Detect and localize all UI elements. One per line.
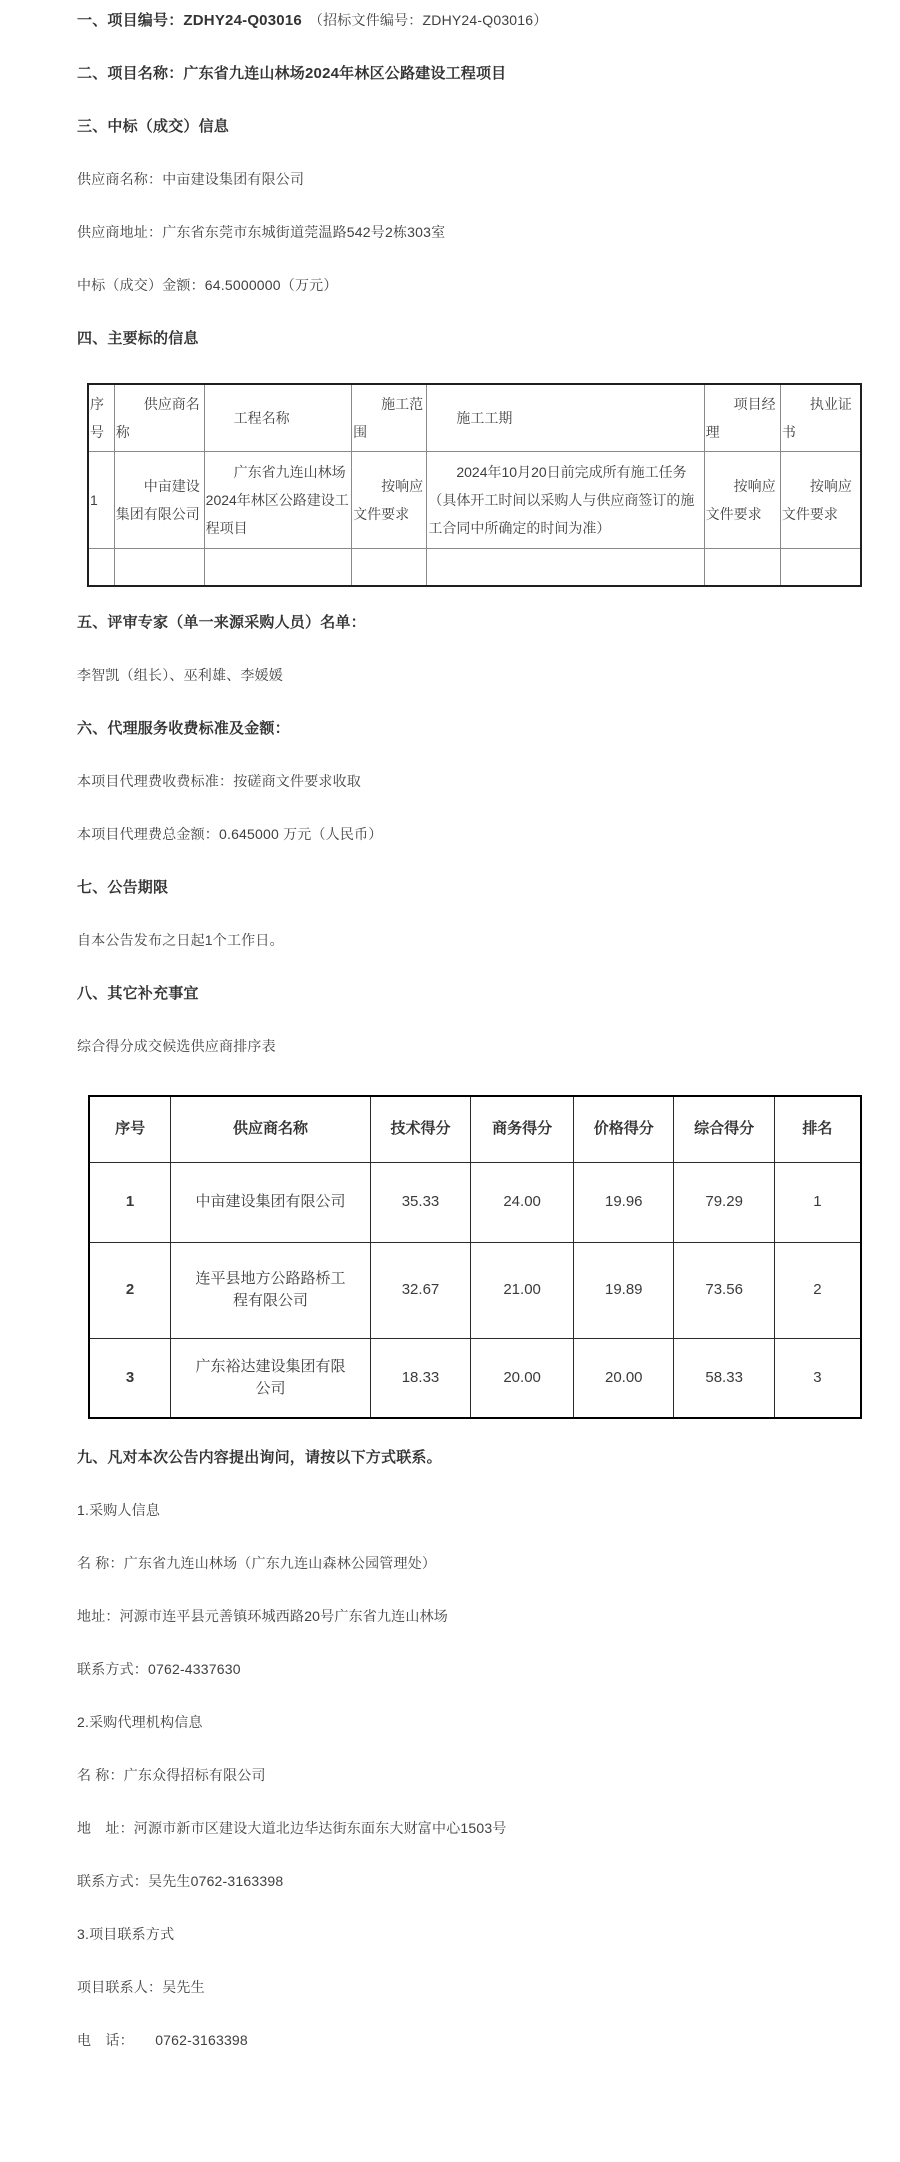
section-supplementary: 八、其它补充事宜	[77, 985, 199, 1002]
data-cell-certificate: 按响应文件要求	[780, 451, 861, 548]
business-score-cell: 24.00	[471, 1162, 574, 1242]
header-cell: 供应商名称	[114, 384, 204, 451]
table-row	[88, 451, 861, 548]
rank-seq-cell: 3	[89, 1338, 171, 1418]
agency-name: 名 称：广东众得招标有限公司	[77, 1767, 266, 1783]
price-score-cell: 19.89	[574, 1242, 674, 1338]
empty-cell	[352, 548, 427, 586]
tech-score-cell: 32.67	[370, 1242, 470, 1338]
agency-fee-total: 本项目代理费总金额：0.645000 万元（人民币）	[77, 826, 383, 842]
tech-score-cell: 35.33	[370, 1162, 470, 1242]
notice-period-text: 自本公告发布之日起1个工作日。	[77, 932, 284, 948]
section-main-subject-info: 四、主要标的信息	[77, 330, 199, 347]
header-cell: 施工范围	[352, 384, 427, 451]
rank-cell: 2	[774, 1242, 861, 1338]
header-cell: 项目经理	[704, 384, 780, 451]
supplier-cell: 中亩建设集团有限公司	[171, 1162, 371, 1242]
header-cell: 工程名称	[204, 384, 351, 451]
purchaser-contact: 联系方式：0762-4337630	[77, 1661, 241, 1677]
table-header-row	[88, 384, 861, 451]
purchaser-address: 地址：河源市连平县元善镇环城西路20号广东省九连山林场	[77, 1608, 448, 1624]
section-project-number	[77, 12, 862, 29]
purchaser-heading: 1.采购人信息	[77, 1502, 161, 1518]
supplier-cell: 连平县地方公路路桥工程有限公司	[171, 1242, 371, 1338]
rank-seq-cell: 1	[89, 1162, 171, 1242]
section-project-name: 二、项目名称：广东省九连山林场2024年林区公路建设工程项目	[77, 65, 507, 82]
project-contact-phone: 电 话： 0762-3163398	[77, 2032, 248, 2048]
data-cell-period: 2024年10月20日前完成所有施工任务（具体开工时间以采购人与供应商签订的施工合同中所确定的时间为准）	[427, 451, 704, 548]
agency-contact: 联系方式：吴先生0762-3163398	[77, 1873, 284, 1889]
section-notice-period: 七、公告期限	[77, 879, 169, 896]
section-inquiry-contact: 九、凡对本次公告内容提出询问，请按以下方式联系。	[77, 1449, 442, 1466]
supplier-name: 供应商名称：中亩建设集团有限公司	[77, 171, 305, 187]
header-cell: 施工工期	[427, 384, 704, 451]
tech-score-cell: 18.33	[370, 1338, 470, 1418]
header-cell: 执业证书	[780, 384, 861, 451]
data-cell-manager: 按响应文件要求	[704, 451, 780, 548]
price-score-cell: 19.96	[574, 1162, 674, 1242]
table-row	[89, 1242, 861, 1338]
data-cell-project: 广东省九连山林场2024年林区公路建设工程项目	[204, 451, 351, 548]
header-cell: 商务得分	[471, 1096, 574, 1162]
section-award-info: 三、中标（成交）信息	[77, 118, 230, 135]
empty-cell	[204, 548, 351, 586]
rank-cell: 1	[774, 1162, 861, 1242]
table-row	[89, 1162, 861, 1242]
ranking-table-caption: 综合得分成交候选供应商排序表	[77, 1038, 276, 1054]
total-score-cell: 73.56	[674, 1242, 774, 1338]
tender-doc-number-note: （招标文件编号：ZDHY24-Q03016）	[308, 12, 548, 28]
header-cell: 技术得分	[370, 1096, 470, 1162]
header-cell: 综合得分	[674, 1096, 774, 1162]
header-cell: 供应商名称	[171, 1096, 371, 1162]
empty-cell	[427, 548, 704, 586]
agency-heading: 2.采购代理机构信息	[77, 1714, 203, 1730]
data-cell-supplier: 中亩建设集团有限公司	[114, 451, 204, 548]
empty-cell	[88, 548, 114, 586]
experts-list: 李智凯（组长）、巫利雄、李媛媛	[77, 667, 283, 683]
agency-fee-standard: 本项目代理费收费标准：按磋商文件要求收取	[77, 773, 361, 789]
main-bid-info-table	[87, 383, 862, 587]
score-ranking-table	[88, 1095, 862, 1419]
total-score-cell: 58.33	[674, 1338, 774, 1418]
supplier-address: 供应商地址：广东省东莞市东城街道莞温路542号2栋303室	[77, 224, 446, 240]
price-score-cell: 20.00	[574, 1338, 674, 1418]
header-cell: 排名	[774, 1096, 861, 1162]
empty-table-row	[88, 548, 861, 586]
table-header-row	[89, 1096, 861, 1162]
header-cell: 序号	[88, 384, 114, 451]
section-experts: 五、评审专家（单一来源采购人员）名单：	[77, 614, 366, 631]
project-number-code: ZDHY24-Q03016	[183, 12, 302, 29]
data-cell-scope: 按响应文件要求	[352, 451, 427, 548]
rank-cell: 3	[774, 1338, 861, 1418]
data-cell-seq: 1	[88, 451, 114, 548]
business-score-cell: 20.00	[471, 1338, 574, 1418]
agency-address: 地 址：河源市新市区建设大道北边华达街东面东大财富中心1503号	[77, 1820, 507, 1836]
project-number-label: 一、项目编号：	[77, 12, 184, 29]
empty-cell	[780, 548, 861, 586]
project-contact-person: 项目联系人：吴先生	[77, 1979, 205, 1995]
purchaser-name: 名 称：广东省九连山林场（广东九连山森林公园管理处）	[77, 1555, 437, 1571]
empty-cell	[114, 548, 204, 586]
header-cell: 价格得分	[574, 1096, 674, 1162]
project-contact-heading: 3.项目联系方式	[77, 1926, 175, 1942]
header-cell: 序号	[89, 1096, 171, 1162]
business-score-cell: 21.00	[471, 1242, 574, 1338]
empty-cell	[704, 548, 780, 586]
bid-amount: 中标（成交）金额：64.5000000（万元）	[77, 277, 338, 293]
supplier-cell: 广东裕达建设集团有限公司	[171, 1338, 371, 1418]
rank-seq-cell: 2	[89, 1242, 171, 1338]
table-row	[89, 1338, 861, 1418]
total-score-cell: 79.29	[674, 1162, 774, 1242]
section-agency-fee: 六、代理服务收费标准及金额：	[77, 720, 290, 737]
